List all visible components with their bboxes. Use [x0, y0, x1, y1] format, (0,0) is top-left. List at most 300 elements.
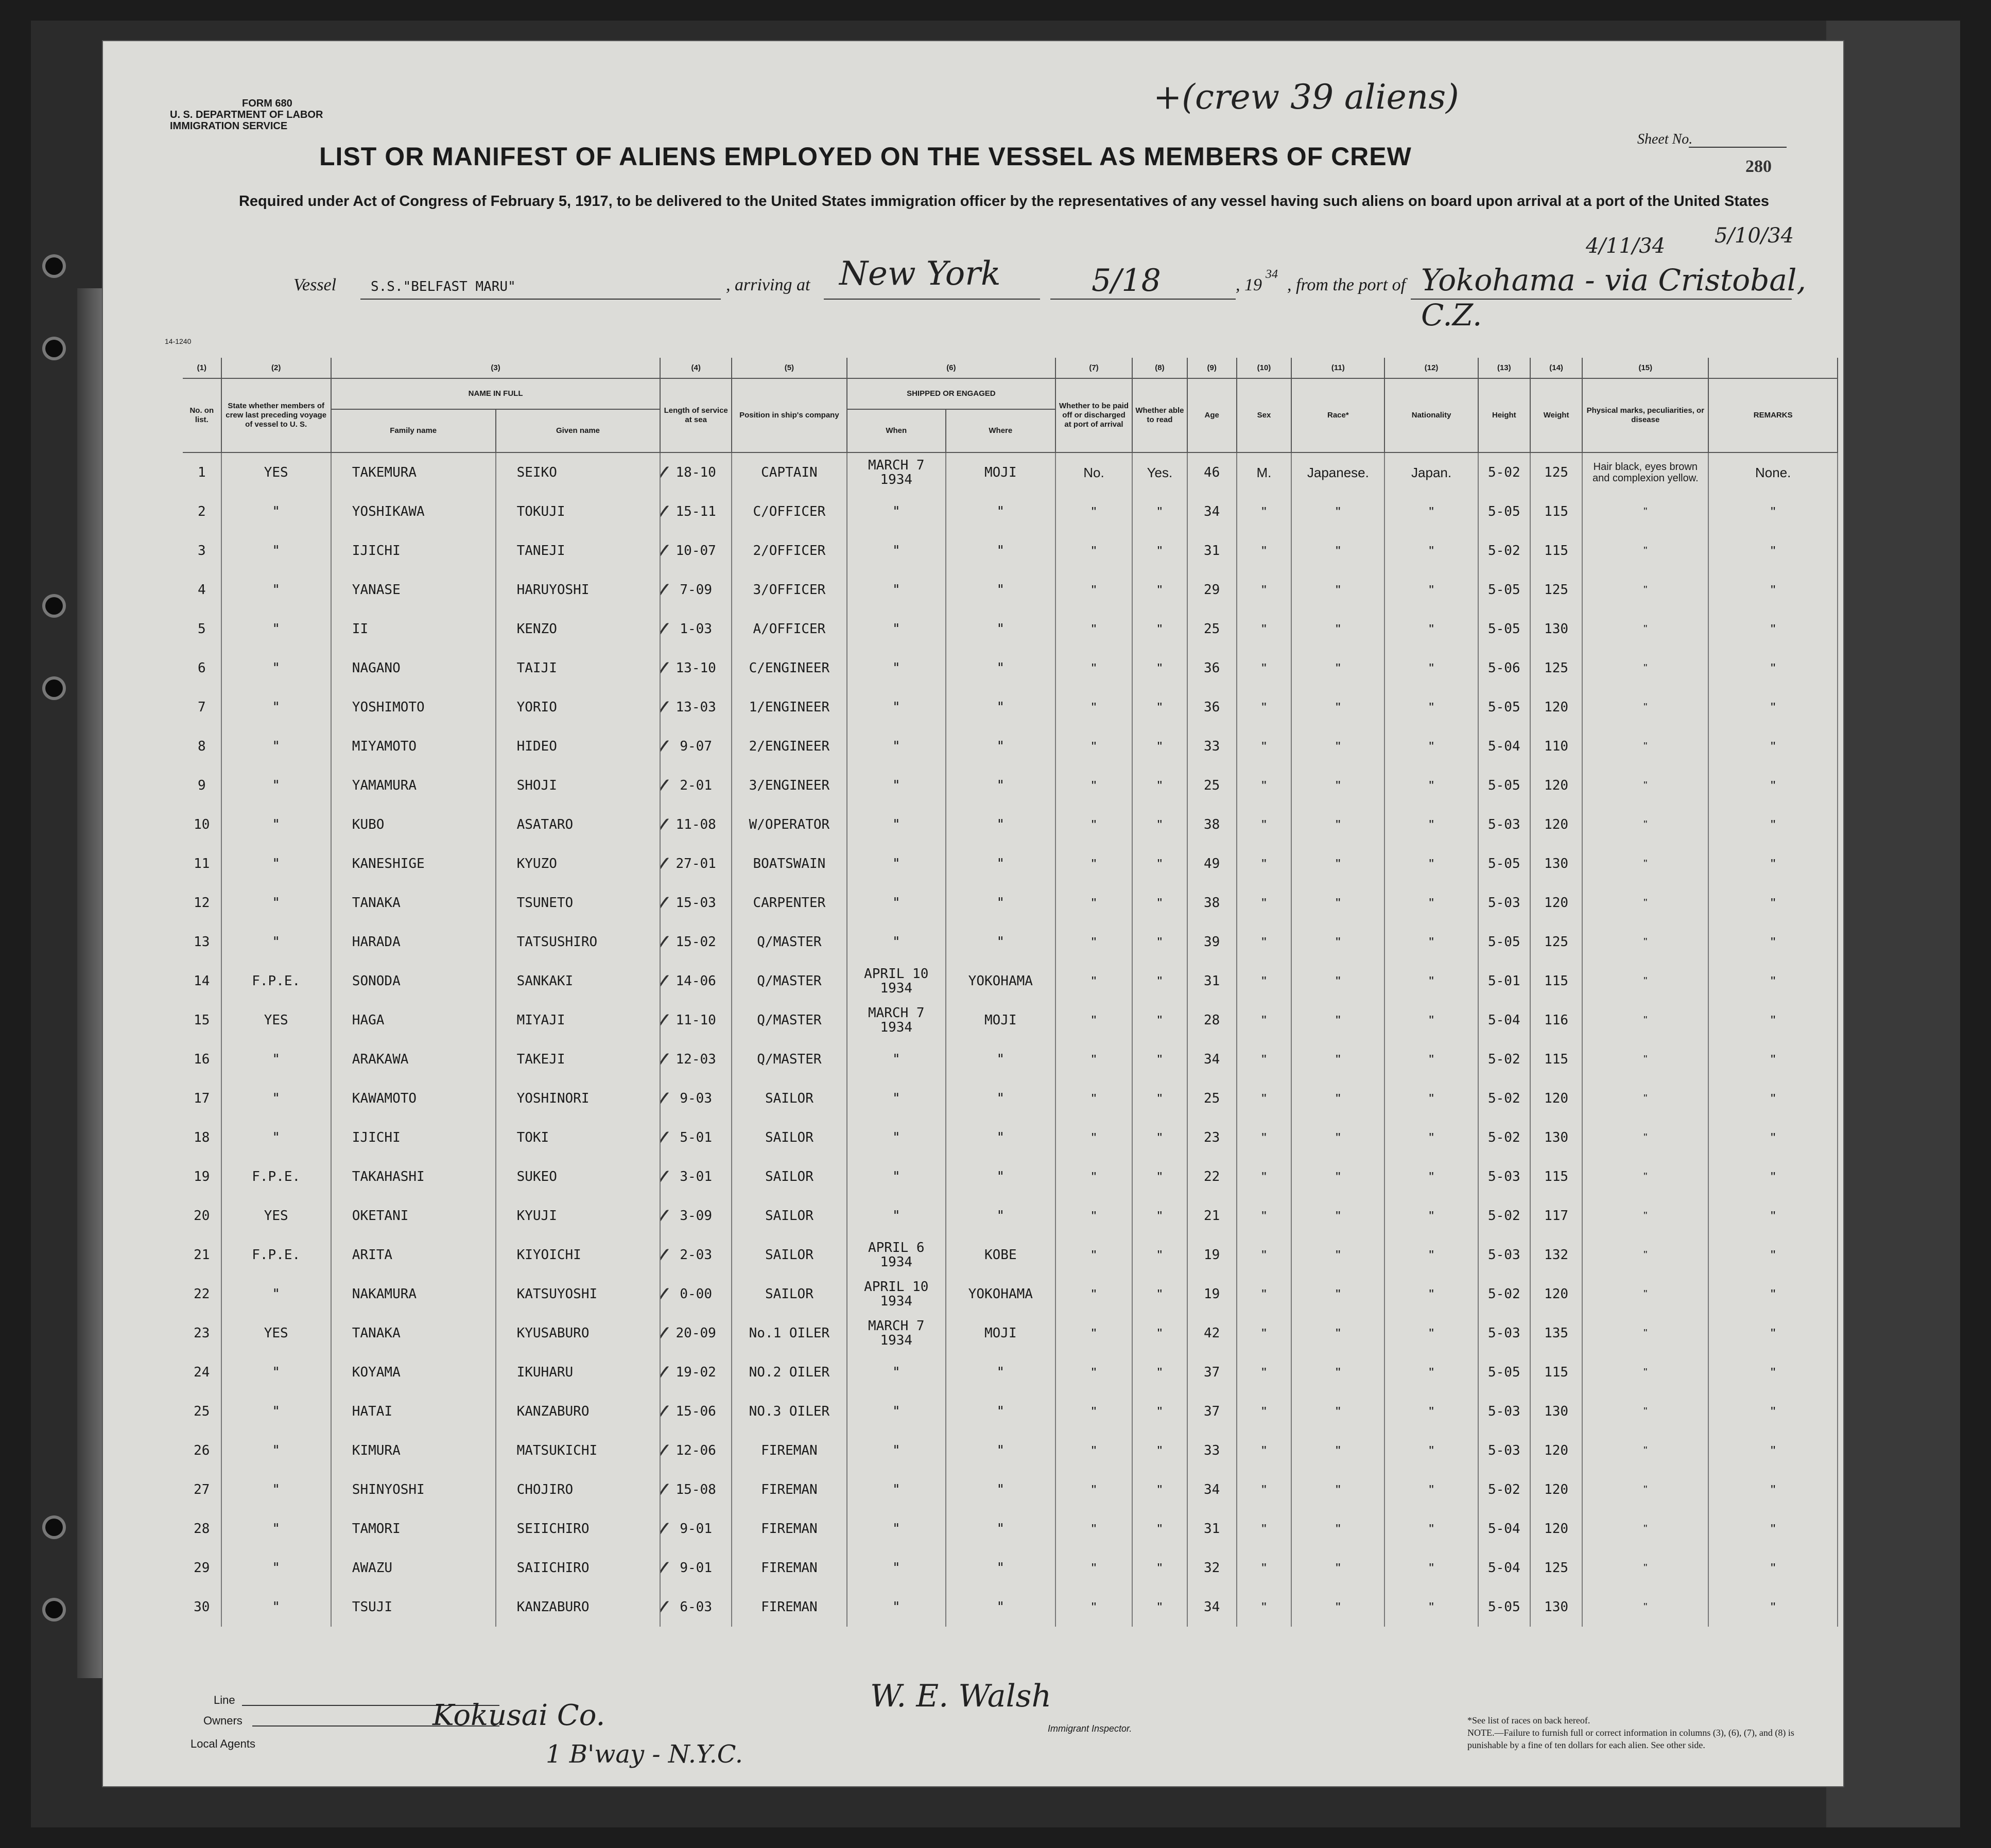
- row-number: 26: [183, 1431, 221, 1470]
- age: 38: [1187, 883, 1237, 922]
- physical-marks: ": [1582, 1196, 1708, 1235]
- dark-edge: [1826, 21, 1960, 1827]
- weight: 120: [1530, 805, 1582, 844]
- state-cell: YES: [221, 1314, 331, 1353]
- position: FIREMAN: [732, 1548, 847, 1588]
- state-cell: ": [221, 570, 331, 609]
- row-number: 19: [183, 1157, 221, 1196]
- weight: 130: [1530, 1392, 1582, 1431]
- position: NO.3 OILER: [732, 1392, 847, 1431]
- shipped-where: ": [946, 1157, 1055, 1196]
- shipped-when: ": [847, 1509, 946, 1548]
- given-name: KANZABURO: [496, 1392, 661, 1431]
- physical-marks: ": [1582, 1157, 1708, 1196]
- paid-off: ": [1055, 1235, 1132, 1275]
- col-num-11: (11): [1291, 358, 1384, 378]
- service-length: ✓ 12-06: [660, 1431, 732, 1470]
- table-row: [183, 1079, 1838, 1118]
- height: 5-03: [1478, 1314, 1530, 1353]
- row-number: 4: [183, 570, 221, 609]
- paid-off: ": [1055, 922, 1132, 962]
- state-cell: ": [221, 1353, 331, 1392]
- paid-off: ": [1055, 844, 1132, 883]
- paid-off: ": [1055, 1079, 1132, 1118]
- family-name: NAGANO: [331, 649, 496, 688]
- height: 5-05: [1478, 492, 1530, 531]
- shipped-when: ": [847, 688, 946, 727]
- from-label: , from the port of: [1287, 275, 1406, 294]
- state-cell: ": [221, 609, 331, 649]
- weight: 120: [1530, 1275, 1582, 1314]
- nationality: ": [1384, 1353, 1478, 1392]
- row-number: 20: [183, 1196, 221, 1235]
- family-name: YOSHIKAWA: [331, 492, 496, 531]
- table-row: [183, 492, 1838, 531]
- shipped-where: KOBE: [946, 1235, 1055, 1275]
- position: No.1 OILER: [732, 1314, 847, 1353]
- from-port-line: [1411, 299, 1792, 300]
- able-to-read: ": [1132, 844, 1187, 883]
- col-num-4: (4): [660, 358, 732, 378]
- service-length: ✓ 15-06: [660, 1392, 732, 1431]
- given-name: TSUNETO: [496, 883, 661, 922]
- weight: 132: [1530, 1235, 1582, 1275]
- physical-marks: ": [1582, 1431, 1708, 1470]
- family-name: KANESHIGE: [331, 844, 496, 883]
- service-length: ✓ 19-02: [660, 1353, 732, 1392]
- sex: ": [1237, 1001, 1292, 1040]
- service-length: ✓ 15-02: [660, 922, 732, 962]
- age: 32: [1187, 1548, 1237, 1588]
- paid-off: ": [1055, 570, 1132, 609]
- able-to-read: ": [1132, 883, 1187, 922]
- remarks: ": [1708, 1353, 1838, 1392]
- header-given-name: Given name: [496, 409, 661, 452]
- col-num-10: (10): [1237, 358, 1292, 378]
- paid-off: ": [1055, 1040, 1132, 1079]
- weight: 120: [1530, 688, 1582, 727]
- binder-hole: [45, 257, 63, 275]
- state-cell: ": [221, 688, 331, 727]
- height: 5-03: [1478, 1431, 1530, 1470]
- state-cell: ": [221, 1470, 331, 1509]
- shipped-when: ": [847, 531, 946, 570]
- sex: ": [1237, 531, 1292, 570]
- height: 5-05: [1478, 1588, 1530, 1627]
- race: ": [1291, 570, 1384, 609]
- shipped-when: ": [847, 844, 946, 883]
- shipped-when: ": [847, 1392, 946, 1431]
- able-to-read: ": [1132, 649, 1187, 688]
- line-label: Line: [214, 1694, 235, 1706]
- nationality: ": [1384, 1548, 1478, 1588]
- age: 39: [1187, 922, 1237, 962]
- height: 5-02: [1478, 1040, 1530, 1079]
- able-to-read: ": [1132, 1040, 1187, 1079]
- height: 5-03: [1478, 1392, 1530, 1431]
- race: ": [1291, 727, 1384, 766]
- date-note-2: 5/10/34: [1715, 224, 1794, 248]
- height: 5-01: [1478, 962, 1530, 1001]
- table-row: [183, 609, 1838, 649]
- table-row: [183, 1588, 1838, 1627]
- service-length: ✓ 13-03: [660, 688, 732, 727]
- row-number: 7: [183, 688, 221, 727]
- position: FIREMAN: [732, 1588, 847, 1627]
- race: ": [1291, 1001, 1384, 1040]
- given-name: TAKEJI: [496, 1040, 661, 1079]
- age: 21: [1187, 1196, 1237, 1235]
- row-number: 12: [183, 883, 221, 922]
- table-row: [183, 1196, 1838, 1235]
- service-length: ✓ 15-11: [660, 492, 732, 531]
- family-name: TANAKA: [331, 1314, 496, 1353]
- service-length: ✓ 10-07: [660, 531, 732, 570]
- shipped-where: ": [946, 1509, 1055, 1548]
- shipped-when: ": [847, 609, 946, 649]
- table-row: [183, 452, 1838, 492]
- sex: ": [1237, 1392, 1292, 1431]
- table-row: [183, 1040, 1838, 1079]
- row-number: 25: [183, 1392, 221, 1431]
- remarks: ": [1708, 727, 1838, 766]
- sex: ": [1237, 1470, 1292, 1509]
- row-number: 24: [183, 1353, 221, 1392]
- remarks: ": [1708, 1392, 1838, 1431]
- shipped-where: ": [946, 1196, 1055, 1235]
- family-name: YAMAMURA: [331, 766, 496, 805]
- remarks: ": [1708, 1079, 1838, 1118]
- age: 28: [1187, 1001, 1237, 1040]
- given-name: KANZABURO: [496, 1588, 661, 1627]
- row-number: 10: [183, 805, 221, 844]
- paid-off: ": [1055, 1431, 1132, 1470]
- paid-off: ": [1055, 1157, 1132, 1196]
- nationality: ": [1384, 688, 1478, 727]
- remarks: ": [1708, 962, 1838, 1001]
- height: 5-06: [1478, 649, 1530, 688]
- service-length: ✓ 27-01: [660, 844, 732, 883]
- race: ": [1291, 531, 1384, 570]
- weight: 130: [1530, 1118, 1582, 1157]
- family-name: SHINYOSHI: [331, 1470, 496, 1509]
- weight: 120: [1530, 1470, 1582, 1509]
- table-row: [183, 570, 1838, 609]
- paid-off: ": [1055, 1509, 1132, 1548]
- header-family-name: Family name: [331, 409, 496, 452]
- date-line: [1050, 299, 1236, 300]
- remarks: ": [1708, 609, 1838, 649]
- position: CARPENTER: [732, 883, 847, 922]
- table-row: [183, 766, 1838, 805]
- family-name: NAKAMURA: [331, 1275, 496, 1314]
- row-number: 15: [183, 1001, 221, 1040]
- col-num-6: (6): [847, 358, 1055, 378]
- header-age: Age: [1187, 378, 1237, 452]
- family-name: IJICHI: [331, 1118, 496, 1157]
- able-to-read: ": [1132, 1196, 1187, 1235]
- shipped-when: APRIL 6 1934: [847, 1235, 946, 1275]
- shipped-when: ": [847, 1079, 946, 1118]
- age: 25: [1187, 766, 1237, 805]
- weight: 120: [1530, 1509, 1582, 1548]
- paid-off: ": [1055, 1196, 1132, 1235]
- service-length: ✓ 6-03: [660, 1588, 732, 1627]
- able-to-read: ": [1132, 1235, 1187, 1275]
- age: 38: [1187, 805, 1237, 844]
- col-num-16: [1708, 358, 1838, 378]
- position: 1/ENGINEER: [732, 688, 847, 727]
- shipped-when: ": [847, 1548, 946, 1588]
- physical-marks: ": [1582, 844, 1708, 883]
- state-cell: YES: [221, 452, 331, 492]
- crew-manifest-table: [183, 358, 1838, 1627]
- race: ": [1291, 688, 1384, 727]
- state-cell: ": [221, 1509, 331, 1548]
- race: ": [1291, 1470, 1384, 1509]
- physical-marks: ": [1582, 1392, 1708, 1431]
- physical-marks: ": [1582, 1275, 1708, 1314]
- age: 23: [1187, 1118, 1237, 1157]
- weight: 120: [1530, 883, 1582, 922]
- col-num-7: (7): [1055, 358, 1132, 378]
- given-name: TANEJI: [496, 531, 661, 570]
- age: 19: [1187, 1235, 1237, 1275]
- family-name: MIYAMOTO: [331, 727, 496, 766]
- height: 5-03: [1478, 883, 1530, 922]
- race: ": [1291, 1196, 1384, 1235]
- service-length: ✓ 2-03: [660, 1235, 732, 1275]
- table-row: [183, 531, 1838, 570]
- col-num-15: (15): [1582, 358, 1708, 378]
- row-number: 23: [183, 1314, 221, 1353]
- age: 33: [1187, 727, 1237, 766]
- remarks: ": [1708, 1548, 1838, 1588]
- weight: 115: [1530, 1353, 1582, 1392]
- header-where: Where: [946, 409, 1055, 452]
- given-name: KATSUYOSHI: [496, 1275, 661, 1314]
- position: 3/OFFICER: [732, 570, 847, 609]
- sex: ": [1237, 1079, 1292, 1118]
- given-name: HARUYOSHI: [496, 570, 661, 609]
- family-name: TAMORI: [331, 1509, 496, 1548]
- given-name: SUKEO: [496, 1157, 661, 1196]
- paid-off: ": [1055, 1588, 1132, 1627]
- footnote: [1467, 1714, 1828, 1751]
- paid-off: ": [1055, 492, 1132, 531]
- row-number: 3: [183, 531, 221, 570]
- position: SAILOR: [732, 1079, 847, 1118]
- shipped-when: ": [847, 1588, 946, 1627]
- paid-off: ": [1055, 649, 1132, 688]
- service-length: ✓ 11-10: [660, 1001, 732, 1040]
- age: 49: [1187, 844, 1237, 883]
- service-length: ✓ 12-03: [660, 1040, 732, 1079]
- col-num-14: (14): [1530, 358, 1582, 378]
- state-cell: ": [221, 531, 331, 570]
- state-cell: ": [221, 1118, 331, 1157]
- nationality: ": [1384, 1392, 1478, 1431]
- binder-hole: [45, 1601, 63, 1618]
- paid-off: ": [1055, 1353, 1132, 1392]
- position: 2/OFFICER: [732, 531, 847, 570]
- race: ": [1291, 922, 1384, 962]
- height: 5-05: [1478, 1353, 1530, 1392]
- shipped-when: ": [847, 883, 946, 922]
- age: 25: [1187, 609, 1237, 649]
- paid-off: ": [1055, 531, 1132, 570]
- arrival-date: 5/18: [1092, 263, 1161, 299]
- given-name: SEIICHIRO: [496, 1509, 661, 1548]
- weight: 115: [1530, 531, 1582, 570]
- physical-marks: ": [1582, 1235, 1708, 1275]
- height: 5-03: [1478, 1235, 1530, 1275]
- remarks: ": [1708, 1588, 1838, 1627]
- able-to-read: ": [1132, 1118, 1187, 1157]
- service-length: ✓ 7-09: [660, 570, 732, 609]
- state-cell: F.P.E.: [221, 1157, 331, 1196]
- given-name: KENZO: [496, 609, 661, 649]
- table-row: [183, 805, 1838, 844]
- nationality: ": [1384, 962, 1478, 1001]
- table-row: [183, 1548, 1838, 1588]
- age: 31: [1187, 531, 1237, 570]
- row-number: 22: [183, 1275, 221, 1314]
- position: C/ENGINEER: [732, 649, 847, 688]
- weight: 115: [1530, 962, 1582, 1001]
- position: FIREMAN: [732, 1470, 847, 1509]
- height: 5-02: [1478, 452, 1530, 492]
- race: ": [1291, 1509, 1384, 1548]
- family-name: IJICHI: [331, 531, 496, 570]
- race: ": [1291, 1548, 1384, 1588]
- sex: ": [1237, 649, 1292, 688]
- weight: 120: [1530, 766, 1582, 805]
- nationality: ": [1384, 805, 1478, 844]
- row-number: 14: [183, 962, 221, 1001]
- height: 5-03: [1478, 805, 1530, 844]
- able-to-read: ": [1132, 727, 1187, 766]
- given-name: SAIICHIRO: [496, 1548, 661, 1588]
- shipped-where: ": [946, 649, 1055, 688]
- table-row: [183, 649, 1838, 688]
- able-to-read: Yes.: [1132, 452, 1187, 492]
- able-to-read: ": [1132, 1001, 1187, 1040]
- position: SAILOR: [732, 1118, 847, 1157]
- family-name: YOSHIMOTO: [331, 688, 496, 727]
- form-number: FORM 680: [242, 98, 292, 109]
- race: ": [1291, 883, 1384, 922]
- header-no: No. on list.: [183, 378, 221, 452]
- manifest-sheet: [103, 41, 1843, 1786]
- able-to-read: ": [1132, 1157, 1187, 1196]
- shipped-when: ": [847, 805, 946, 844]
- given-name: KIYOICHI: [496, 1235, 661, 1275]
- col-num-5: (5): [732, 358, 847, 378]
- service-length: ✓ 9-03: [660, 1079, 732, 1118]
- shipped-where: ": [946, 1548, 1055, 1588]
- nationality: ": [1384, 531, 1478, 570]
- table-row: [183, 1118, 1838, 1157]
- vessel-name: S.S."BELFAST MARU": [371, 279, 516, 294]
- race: ": [1291, 962, 1384, 1001]
- able-to-read: ": [1132, 766, 1187, 805]
- age: 25: [1187, 1079, 1237, 1118]
- table-row: [183, 1314, 1838, 1353]
- sex: ": [1237, 1431, 1292, 1470]
- race: ": [1291, 1353, 1384, 1392]
- nationality: ": [1384, 1196, 1478, 1235]
- state-cell: ": [221, 844, 331, 883]
- state-cell: YES: [221, 1196, 331, 1235]
- shipped-when: MARCH 7 1934: [847, 1314, 946, 1353]
- col-num-12: (12): [1384, 358, 1478, 378]
- sex: ": [1237, 1353, 1292, 1392]
- shipped-when: MARCH 7 1934: [847, 1001, 946, 1040]
- shipped-when: APRIL 10 1934: [847, 1275, 946, 1314]
- document-title: LIST OR MANIFEST OF ALIENS EMPLOYED ON THE VESSEL AS MEMBERS OF CREW: [319, 142, 1412, 171]
- age: 22: [1187, 1157, 1237, 1196]
- header-remarks: REMARKS: [1708, 378, 1838, 452]
- shipped-when: ": [847, 727, 946, 766]
- age: 46: [1187, 452, 1237, 492]
- remarks: ": [1708, 531, 1838, 570]
- given-name: HIDEO: [496, 727, 661, 766]
- position: SAILOR: [732, 1235, 847, 1275]
- nationality: ": [1384, 1314, 1478, 1353]
- given-name: SANKAKI: [496, 962, 661, 1001]
- footnote-races: *See list of races on back hereof.: [1467, 1715, 1590, 1725]
- race: ": [1291, 1314, 1384, 1353]
- shipped-where: ": [946, 1392, 1055, 1431]
- position: W/OPERATOR: [732, 805, 847, 844]
- nationality: ": [1384, 1509, 1478, 1548]
- remarks: ": [1708, 1509, 1838, 1548]
- col-num-13: (13): [1478, 358, 1530, 378]
- age: 19: [1187, 1275, 1237, 1314]
- row-number: 28: [183, 1509, 221, 1548]
- service-length: ✓ 15-08: [660, 1470, 732, 1509]
- row-number: 1: [183, 452, 221, 492]
- height: 5-04: [1478, 727, 1530, 766]
- paid-off: ": [1055, 609, 1132, 649]
- header-physical: Physical marks, peculiarities, or disease: [1582, 378, 1708, 452]
- row-number: 30: [183, 1588, 221, 1627]
- race: ": [1291, 1392, 1384, 1431]
- shipped-when: ": [847, 1040, 946, 1079]
- position: 2/ENGINEER: [732, 727, 847, 766]
- remarks: None.: [1708, 452, 1838, 492]
- sex: ": [1237, 1314, 1292, 1353]
- position: A/OFFICER: [732, 609, 847, 649]
- shipped-where: ": [946, 1040, 1055, 1079]
- state-cell: ": [221, 1040, 331, 1079]
- weight: 116: [1530, 1001, 1582, 1040]
- able-to-read: ": [1132, 1548, 1187, 1588]
- shipped-when: ": [847, 492, 946, 531]
- local-agents-label: Local Agents: [191, 1737, 255, 1750]
- state-cell: ": [221, 1275, 331, 1314]
- shipped-where: YOKOHAMA: [946, 1275, 1055, 1314]
- table-row: [183, 1470, 1838, 1509]
- paid-off: ": [1055, 883, 1132, 922]
- nationality: ": [1384, 1079, 1478, 1118]
- remarks: ": [1708, 1001, 1838, 1040]
- shipped-where: ": [946, 1470, 1055, 1509]
- race: ": [1291, 649, 1384, 688]
- remarks: ": [1708, 922, 1838, 962]
- form-identifier: [170, 98, 323, 132]
